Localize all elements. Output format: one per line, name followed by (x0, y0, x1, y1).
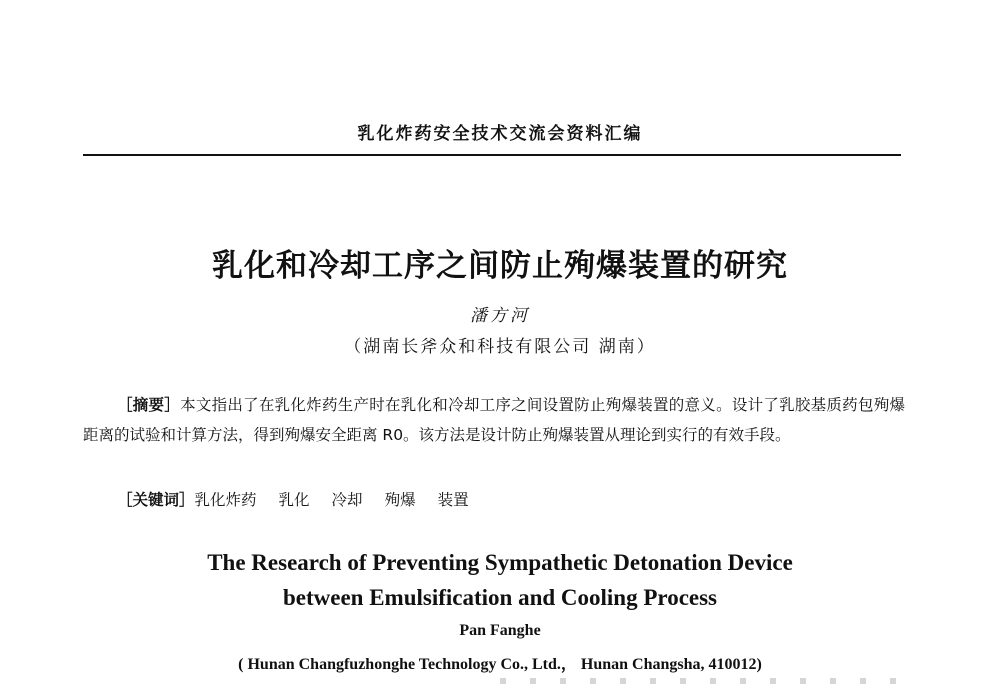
keywords-zh (117, 488, 491, 510)
header-rule (83, 154, 901, 156)
keyword-item: 乳化炸药 (194, 491, 257, 509)
abstract-text: 本文指出了在乳化炸药生产时在乳化和冷却工序之间设置防止殉爆装置的意义。设计了乳胶基质药包殉爆距离的试验和计算方法，得到殉爆安全距离 R0。该方法是设计防止殉爆装置从理论到实行的有效手段。 (83, 396, 905, 444)
running-header: 乳化炸药安全技术交流会资料汇编 (357, 124, 643, 144)
paper-title-en-line2: between Emulsification and Cooling Process (282, 585, 718, 610)
abstract-zh (83, 390, 905, 450)
affiliation-zh: （湖南长斧众和科技有限公司 湖南） (344, 337, 656, 357)
paper-title-en-line1: The Research of Preventing Sympathetic Detonation Device (207, 550, 793, 575)
keyword-item: 装置 (437, 491, 469, 509)
keyword-item: 殉爆 (384, 491, 416, 509)
cut-off-text-line (500, 678, 900, 684)
paper-title-zh: 乳化和冷却工序之间防止殉爆装置的研究 (212, 248, 788, 284)
keywords-label: ［关键词］ (117, 491, 195, 509)
abstract-label: ［摘要］ (117, 396, 181, 414)
author-zh: 潘方河 (470, 306, 530, 326)
author-en: Pan Fanghe (459, 622, 541, 639)
affiliation-en: ( Hunan Changfuzhonghe Technology Co., Ltd.， Hunan Changsha, 410012) (238, 656, 762, 673)
keyword-item: 冷却 (331, 491, 363, 509)
keyword-item: 乳化 (278, 491, 310, 509)
